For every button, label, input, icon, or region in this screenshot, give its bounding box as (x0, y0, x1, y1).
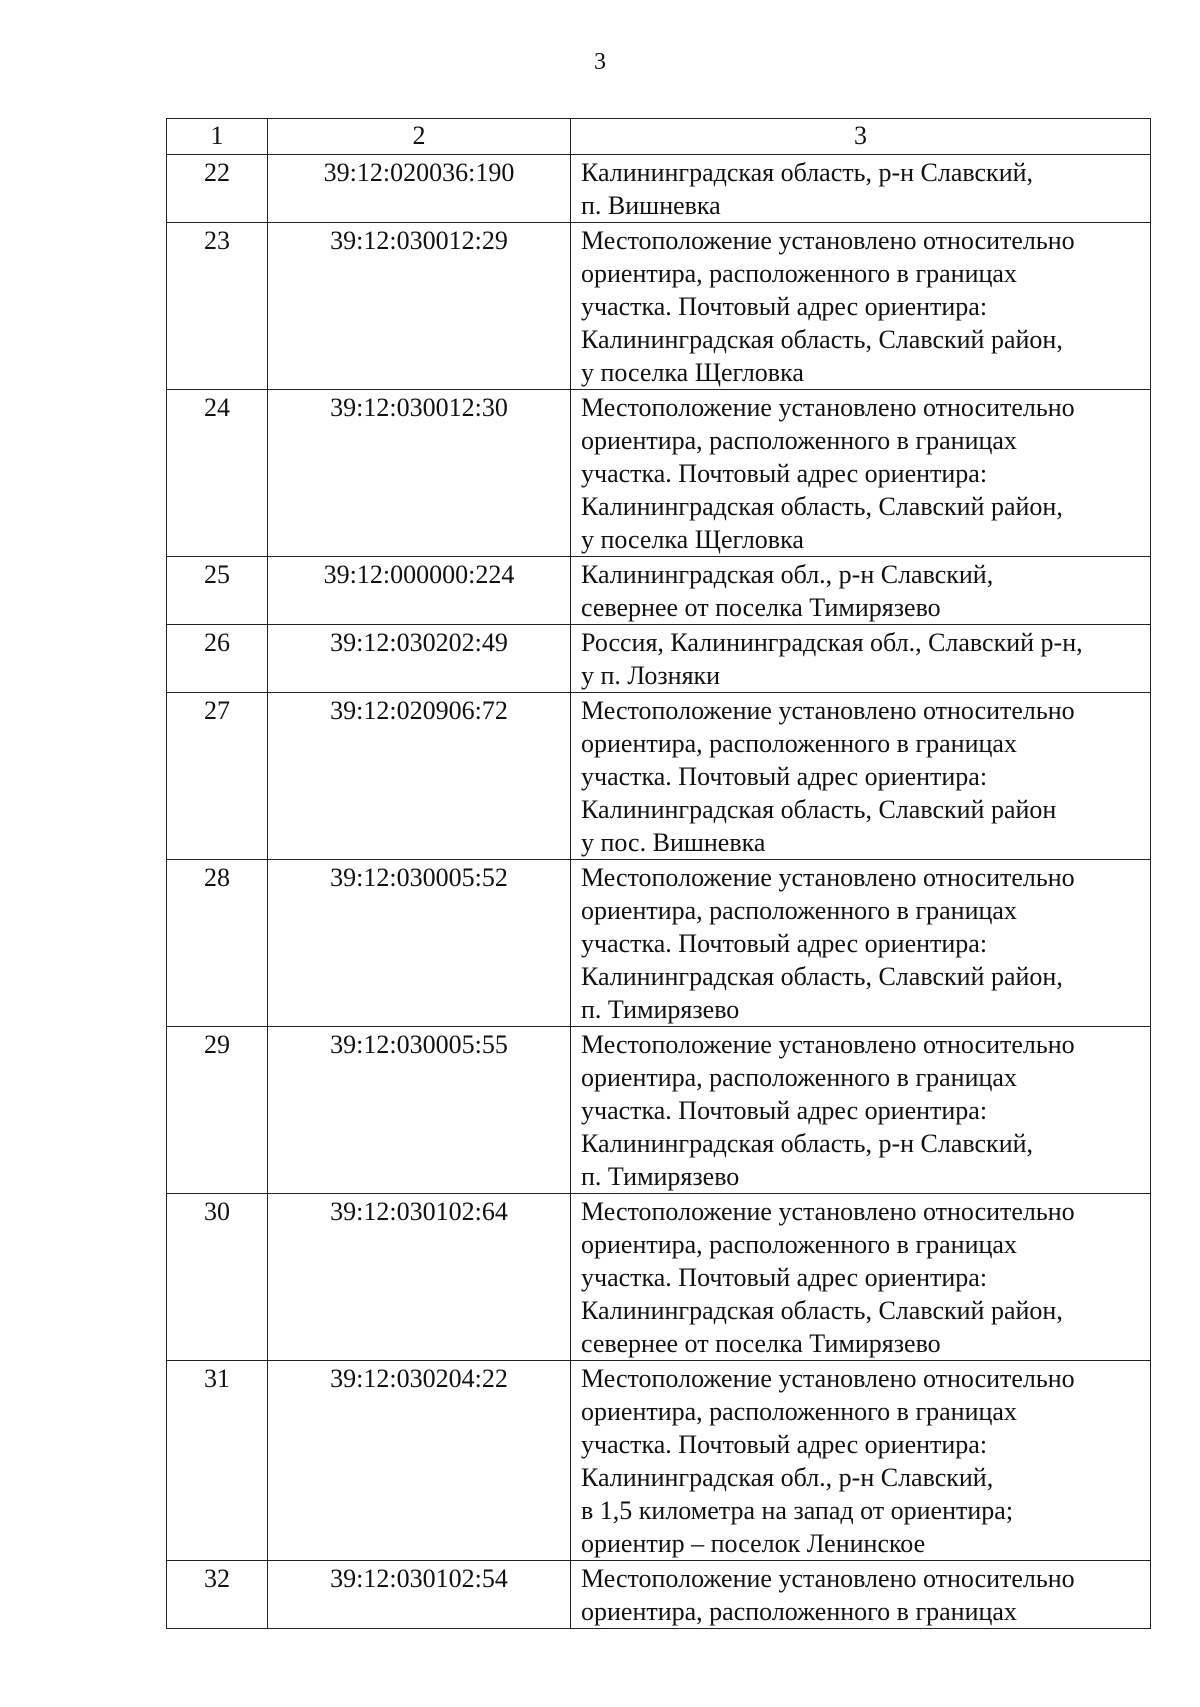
location-line: ориентира, расположенного в границах (581, 1230, 1017, 1259)
location-cell (571, 223, 1151, 390)
location-line: Калининградская область, Славский район, (581, 325, 1063, 354)
table-row (167, 1561, 1151, 1629)
cadastral-number-cell: 39:12:030005:52 (268, 860, 571, 1027)
cadastral-number-cell: 39:12:030012:30 (268, 390, 571, 557)
location-line: Местоположение установлено относительно (581, 1197, 1075, 1226)
location-line: участка. Почтовый адрес ориентира: (581, 1430, 988, 1459)
cadastral-number-cell: 39:12:020906:72 (268, 693, 571, 860)
row-number-cell: 28 (167, 860, 268, 1027)
row-number-cell: 22 (167, 155, 268, 223)
location-line: у пос. Вишневка (581, 828, 766, 857)
location-cell (571, 155, 1151, 223)
row-number-cell: 32 (167, 1561, 268, 1629)
table-row (167, 860, 1151, 1027)
location-line: севернее от поселка Тимирязево (581, 593, 941, 622)
location-cell (571, 557, 1151, 625)
location-line: ориентира, расположенного в границах (581, 1397, 1017, 1426)
table-row (167, 390, 1151, 557)
location-line: Калининградская область, Славский район (581, 795, 1057, 824)
cadastral-number-cell: 39:12:020036:190 (268, 155, 571, 223)
location-cell (571, 693, 1151, 860)
location-line: Местоположение установлено относительно (581, 696, 1075, 725)
page-number: 3 (594, 49, 606, 75)
location-line: в 1,5 километра на запад от ориентира; (581, 1496, 1014, 1525)
location-line: у поселка Щегловка (581, 525, 804, 554)
row-number-cell: 29 (167, 1027, 268, 1194)
location-line: участка. Почтовый адрес ориентира: (581, 292, 988, 321)
location-cell (571, 1027, 1151, 1194)
location-line: Калининградская область, Славский район, (581, 962, 1063, 991)
location-line: ориентира, расположенного в границах (581, 1597, 1017, 1626)
table-row (167, 155, 1151, 223)
location-line: Россия, Калининградская обл., Славский р-н, (581, 628, 1083, 657)
table-header-row (167, 119, 1151, 155)
location-line: Калининградская область, р-н Славский, (581, 1129, 1034, 1158)
row-number-cell: 26 (167, 625, 268, 693)
location-line: у п. Лозняки (581, 661, 721, 690)
table-row (167, 223, 1151, 390)
table-row (167, 625, 1151, 693)
location-line: участка. Почтовый адрес ориентира: (581, 459, 988, 488)
row-number-cell: 25 (167, 557, 268, 625)
location-line: ориентира, расположенного в границах (581, 426, 1017, 455)
cadastral-number-cell: 39:12:030012:29 (268, 223, 571, 390)
cadastral-number-cell: 39:12:030202:49 (268, 625, 571, 693)
row-number-cell: 31 (167, 1361, 268, 1561)
location-cell (571, 860, 1151, 1027)
location-cell (571, 1361, 1151, 1561)
location-line: Местоположение установлено относительно (581, 226, 1075, 255)
location-line: ориентира, расположенного в границах (581, 1063, 1017, 1092)
cadastral-number-cell: 39:12:030102:64 (268, 1194, 571, 1361)
location-line: Калининградская область, Славский район, (581, 1296, 1063, 1325)
row-number-cell: 27 (167, 693, 268, 860)
column-header-2: 2 (268, 119, 571, 155)
location-line: участка. Почтовый адрес ориентира: (581, 1263, 988, 1292)
location-line: п. Тимирязево (581, 1162, 740, 1191)
location-line: Калининградская обл., р-н Славский, (581, 560, 994, 589)
cadastral-number-cell: 39:12:030005:55 (268, 1027, 571, 1194)
location-line: Калининградская область, Славский район, (581, 492, 1063, 521)
location-line: ориентира, расположенного в границах (581, 729, 1017, 758)
location-cell (571, 625, 1151, 693)
table-row (167, 557, 1151, 625)
column-header-1: 1 (167, 119, 268, 155)
location-line: Местоположение установлено относительно (581, 1364, 1075, 1393)
row-number-cell: 24 (167, 390, 268, 557)
table-row (167, 1194, 1151, 1361)
location-line: севернее от поселка Тимирязево (581, 1329, 941, 1358)
row-number-cell: 23 (167, 223, 268, 390)
cadastral-number-cell: 39:12:030102:54 (268, 1561, 571, 1629)
location-line: участка. Почтовый адрес ориентира: (581, 762, 988, 791)
location-line: ориентира, расположенного в границах (581, 259, 1017, 288)
location-line: Калининградская обл., р-н Славский, (581, 1463, 994, 1492)
location-line: Местоположение установлено относительно (581, 863, 1075, 892)
column-header-3: 3 (571, 119, 1151, 155)
cadastral-number-cell: 39:12:000000:224 (268, 557, 571, 625)
cadastral-number-cell: 39:12:030204:22 (268, 1361, 571, 1561)
location-line: участка. Почтовый адрес ориентира: (581, 1096, 988, 1125)
location-line: участка. Почтовый адрес ориентира: (581, 929, 988, 958)
location-line: ориентир – поселок Ленинское (581, 1529, 926, 1558)
location-line: Местоположение установлено относительно (581, 1564, 1075, 1593)
location-cell (571, 1194, 1151, 1361)
location-line: ориентира, расположенного в границах (581, 896, 1017, 925)
table-row (167, 693, 1151, 860)
location-line: Местоположение установлено относительно (581, 1030, 1075, 1059)
location-cell (571, 390, 1151, 557)
location-line: Местоположение установлено относительно (581, 393, 1075, 422)
land-plot-table (166, 118, 1151, 1629)
location-cell (571, 1561, 1151, 1629)
table-row (167, 1361, 1151, 1561)
location-line: Калининградская область, р-н Славский, (581, 158, 1034, 187)
location-line: п. Вишневка (581, 191, 721, 220)
location-line: у поселка Щегловка (581, 358, 804, 387)
location-line: п. Тимирязево (581, 995, 740, 1024)
table-row (167, 1027, 1151, 1194)
row-number-cell: 30 (167, 1194, 268, 1361)
